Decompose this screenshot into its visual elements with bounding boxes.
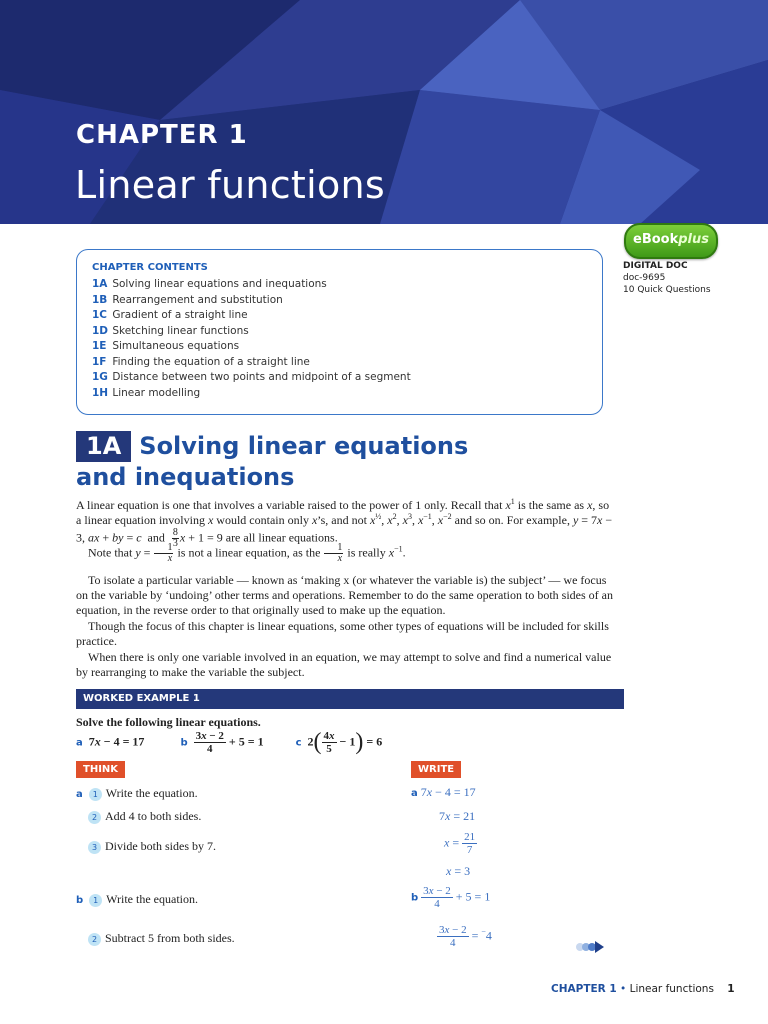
- ebook-plus-label: plus: [678, 232, 709, 247]
- contents-item[interactable]: [92, 355, 587, 371]
- contents-item[interactable]: [92, 370, 587, 386]
- chapter-banner: [0, 0, 768, 224]
- section-title-line1: Solving linear equations: [139, 432, 469, 460]
- contents-item-num: 1F: [92, 355, 107, 368]
- step-text: Write the equation.: [106, 892, 198, 906]
- ebookplus-button[interactable]: [624, 223, 718, 259]
- page-footer: [551, 983, 735, 995]
- contents-item-num: 1G: [92, 371, 108, 383]
- think-label: THINK: [76, 761, 125, 778]
- contents-item[interactable]: [92, 386, 587, 402]
- contents-item[interactable]: [92, 339, 587, 355]
- contents-item-text: Rearrangement and substitution: [112, 293, 283, 306]
- write-line: a 7x − 4 = 17: [411, 785, 476, 799]
- think-step: [76, 892, 198, 907]
- step-number: 3: [88, 841, 101, 854]
- ebook-label: eBook: [633, 232, 679, 247]
- section-number: 1A: [76, 431, 131, 462]
- worked-example-bar: WORKED EXAMPLE 1: [76, 689, 624, 709]
- think-step: [76, 786, 198, 801]
- write-line: x = 3: [446, 864, 471, 878]
- worked-example-questions: a 7x − 4 = 17 b $\frac{3x - 2}{4}$ + 5 = 1 c 2( $\frac{4x}{5}$ − 1) = 6: [76, 729, 383, 755]
- digital-doc-link[interactable]: [623, 260, 711, 296]
- paragraph-5: When there is only one variable involved in an equation, we may attempt to solve and find a numerical value by rearranging to make the variable the subject.: [76, 650, 612, 679]
- worked-example-prompt: Solve the following linear equations.: [76, 715, 261, 729]
- part-b-label: b: [180, 737, 188, 749]
- step-text: Divide both sides by 7.: [105, 839, 216, 853]
- digital-doc-code: doc-9695: [623, 273, 666, 283]
- contents-item-text: Simultaneous equations: [112, 340, 240, 352]
- contents-item-text: Finding the equation of a straight line: [112, 355, 310, 368]
- digital-doc-heading: DIGITAL DOC: [623, 261, 688, 271]
- write-line: b $\frac{3x - 2}{4}$ + 5 = 1: [411, 885, 491, 910]
- contents-item-text: Distance between two points and midpoint of a segment: [112, 371, 411, 383]
- write-label: WRITE: [411, 761, 461, 778]
- contents-item[interactable]: [92, 308, 587, 324]
- step-part-label: a: [76, 789, 83, 800]
- part-c-label: c: [295, 737, 302, 749]
- contents-item-text: Gradient of a straight line: [112, 309, 248, 321]
- write-line: 7x = 21: [439, 809, 476, 823]
- think-step: [88, 809, 201, 824]
- page-number: 1: [727, 983, 735, 995]
- contents-item-num: 1D: [92, 324, 109, 337]
- contents-heading: CHAPTER CONTENTS: [92, 262, 208, 273]
- step-number: 2: [88, 811, 101, 824]
- paragraph-1: A linear equation is one that involves a variable raised to the power of 1 only. Recall that $x^1$ is the same as x, so a linear equation involving x would contain only x’s, and not $x^{\frac{1}{2}}$, $x^2$, $x^3$, $x^{-1}$, $x^{-2}$ and so on. For example, y = 7x − 3, ax + by = c and $\frac{8}{3}$ x + 1 = 9 are all linear equations.: [76, 497, 613, 549]
- contents-item-num: 1B: [92, 293, 108, 306]
- chapter-contents-box: [76, 249, 603, 415]
- step-text: Subtract 5 from both sides.: [105, 931, 235, 945]
- part-a-label: a: [76, 737, 83, 749]
- step-part-label: b: [76, 895, 84, 906]
- contents-item-num: 1A: [92, 278, 108, 290]
- next-arrow-icon[interactable]: [575, 940, 605, 954]
- chapter-title: Linear functions: [75, 163, 386, 207]
- contents-item-num: 1C: [92, 309, 108, 321]
- footer-bullet: •: [620, 983, 627, 995]
- paragraph-3: To isolate a particular variable — known as ‘making x (or whatever the variable is) the subject’ — we focus on the variable by ‘undoing’ other terms and operations. Remember to do the same operation to both sides of an equation, in the reverse order to that originally used to make up the equation.: [76, 573, 613, 617]
- paragraph-4: Though the focus of this chapter is linear equations, some other types of equations will be included for skills practice.: [76, 619, 609, 648]
- contents-item-num: 1H: [92, 386, 109, 399]
- contents-item-text: Linear modelling: [112, 386, 201, 399]
- contents-item-text: Solving linear equations and inequations: [112, 278, 327, 290]
- footer-title: Linear functions: [629, 983, 714, 995]
- section-title-line2: and inequations: [76, 463, 295, 491]
- contents-item-num: 1E: [92, 340, 107, 352]
- contents-item[interactable]: [92, 324, 587, 340]
- footer-chapter: CHAPTER 1: [551, 983, 617, 995]
- step-text: Add 4 to both sides.: [105, 809, 202, 823]
- write-line: $\frac{3x - 2}{4}$ = −4: [439, 924, 492, 949]
- contents-item[interactable]: [92, 293, 587, 309]
- step-number: 2: [88, 933, 101, 946]
- step-number: 1: [89, 894, 102, 907]
- section-heading: [76, 431, 468, 493]
- think-step: [88, 839, 216, 854]
- think-step: [88, 931, 235, 946]
- paragraph-2: Note that y = $\frac{1}{x}$ is not a linear equation, as the $\frac{1}{x}$ is really $x^{-1}$.: [88, 542, 406, 564]
- step-number: 1: [89, 788, 102, 801]
- contents-item-text: Sketching linear functions: [112, 324, 249, 337]
- chapter-label: CHAPTER 1: [76, 120, 248, 150]
- step-text: Write the equation.: [105, 786, 198, 800]
- write-line: x = $\frac{21}{7}$: [444, 831, 476, 856]
- contents-item[interactable]: [92, 277, 587, 293]
- digital-doc-name: 10 Quick Questions: [623, 285, 711, 295]
